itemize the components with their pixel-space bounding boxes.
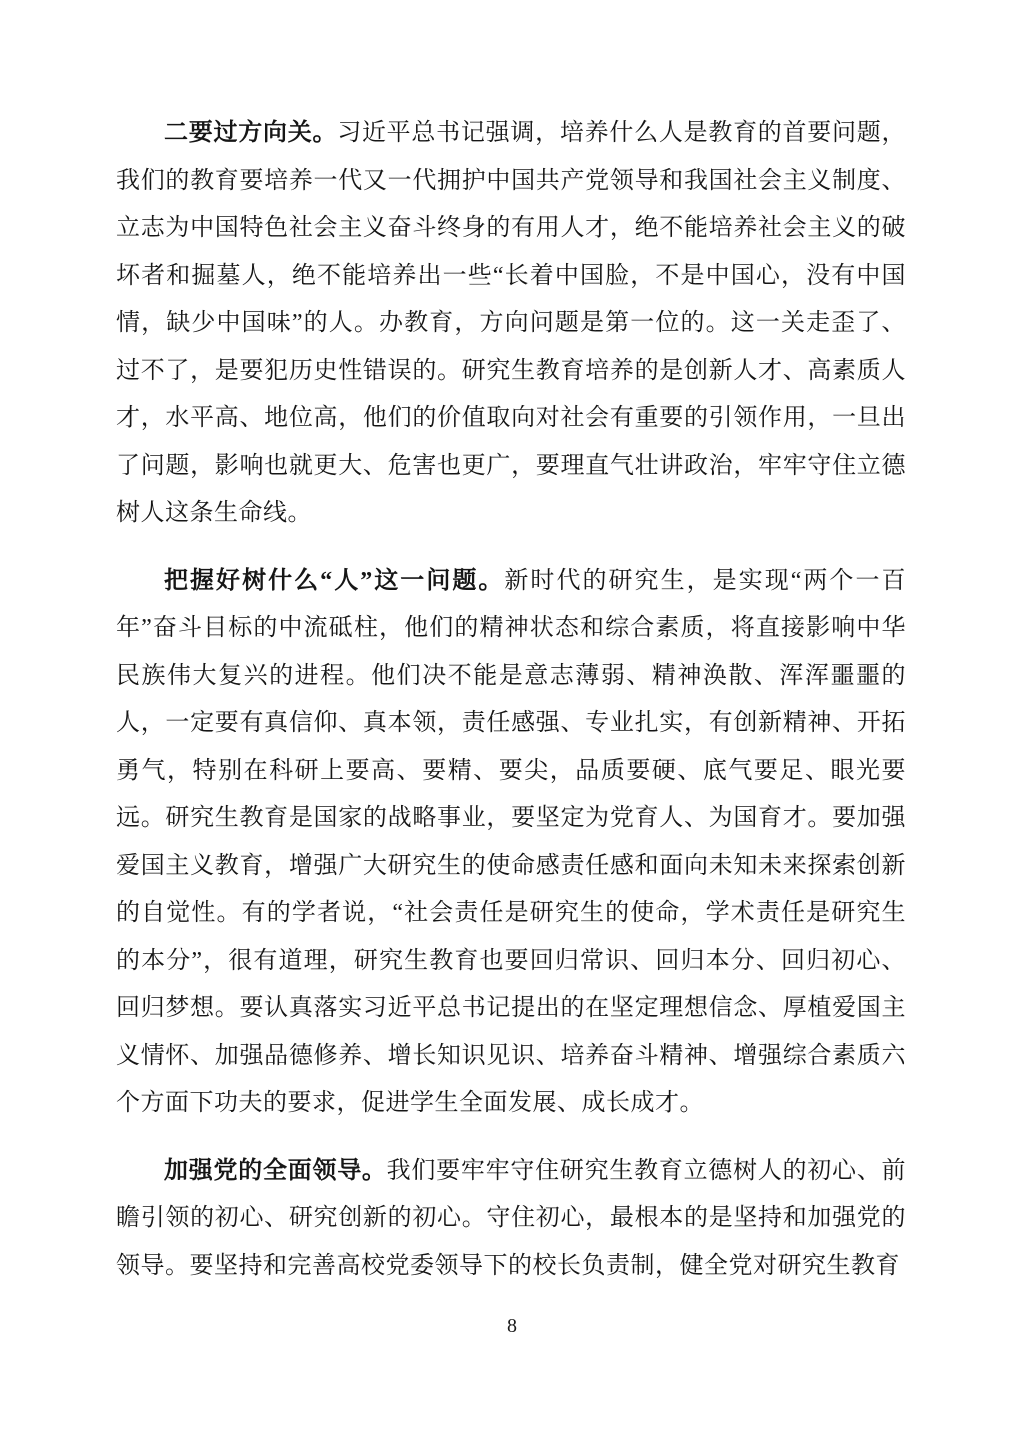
paragraph-text: 新时代的研究生，是实现“两个一百年”奋斗目标的中流砥柱，他们的精神状态和综合素质，将直接影响中华民族伟大复兴的进程。他们决不能是意志薄弱、精神涣散、浑浑噩噩的人，一定要有真信仰、真本领，责任感强、专业扎实，有创新精神、开拓勇气，特别在科研上要高、要精、要尖，品质要硬、底气要足、眼光要远。研究生教育是国家的战略事业，要坚定为党育人、为国育才。要加强爱国主义教育，增强广大研究生的使命感责任感和面向未知未来探索创新的自觉性。有的学者说，“社会责任是研究生的使命，学术责任是研究生的本分”，很有道理，研究生教育也要回归常识、回归本分、回归初心、回归梦想。要认真落实习近平总书记提出的在坚定理想信念、厚植爱国主义情怀、加强品德修养、增长知识见识、培养奋斗精神、增强综合素质六个方面下功夫的要求，促进学生全面发展、成长成才。 <box>116 567 906 1116</box>
paragraph-cultivate-person <box>116 558 906 1128</box>
paragraph-lead: 加强党的全面领导。 <box>164 1157 387 1184</box>
page-number: 8 <box>507 1315 517 1337</box>
page-body <box>116 110 906 1310</box>
paragraph-party-leadership <box>116 1148 906 1291</box>
paragraph-lead: 二要过方向关。 <box>164 120 338 146</box>
paragraph-text: 我们要牢牢守住研究生教育立德树人的初心、前瞻引领的初心、研究创新的初心。守住初心，最根本的是坚持和加强党的领导。要坚持和完善高校党委领导下的校长负责制，健全党对研究生教育 <box>116 1157 906 1279</box>
paragraph-direction-gate <box>116 110 906 538</box>
paragraph-lead: 把握好树什么“人”这一问题。 <box>164 567 505 594</box>
paragraph-text: 习近平总书记强调，培养什么人是教育的首要问题，我们的教育要培养一代又一代拥护中国共产党领导和我国社会主义制度、立志为中国特色社会主义奋斗终身的有用人才，绝不能培养社会主义的破坏者和掘墓人，绝不能培养出一些“长着中国脸，不是中国心，没有中国情，缺少中国味”的人。办教育，方向问题是第一位的。这一关走歪了、过不了，是要犯历史性错误的。研究生教育培养的是创新人才、高素质人才，水平高、地位高，他们的价值取向对社会有重要的引领作用，一旦出了问题，影响也就更大、危害也更广，要理直气壮讲政治，牢牢守住立德树人这条生命线。 <box>116 120 907 526</box>
